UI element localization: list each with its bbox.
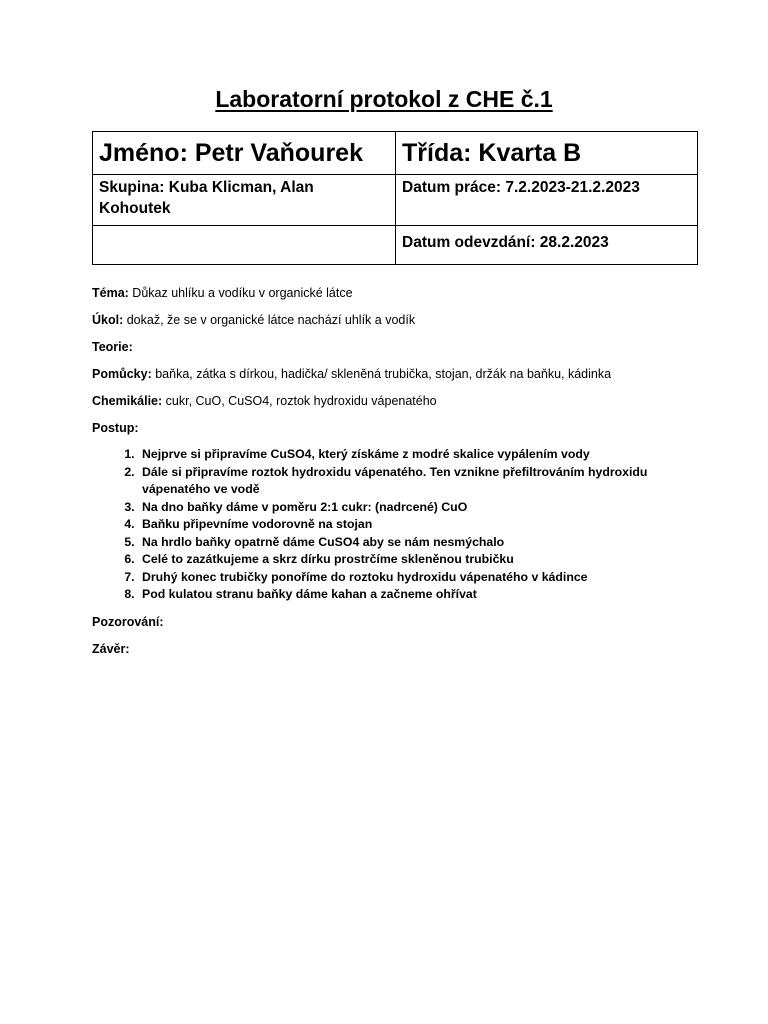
header-row-3 bbox=[93, 226, 698, 265]
tema-label: Téma: bbox=[92, 286, 129, 300]
student-name: Jméno: Petr Vaňourek bbox=[93, 132, 396, 175]
step-text: Celé to zazátkujeme a skrz dírku prostrčíme skleněnou trubičku bbox=[142, 552, 514, 566]
list-item bbox=[138, 569, 692, 587]
step-text: Baňku připevníme vodorovně na stojan bbox=[142, 517, 373, 531]
ukol-label: Úkol: bbox=[92, 313, 124, 327]
tema-line bbox=[92, 284, 692, 302]
step-text: Dále si připravíme roztok hydroxidu vápenatého. Ten vznikne přefiltrováním hydroxidu vápenatého ve vodě bbox=[142, 464, 648, 496]
pomucky-value: baňka, zátka s dírkou, hadička/ skleněná trubička, stojan, držák na baňku, kádinka bbox=[151, 367, 612, 381]
step-text: Na dno baňky dáme v poměru 2:1 cukr: (nadrcené) CuO bbox=[142, 499, 468, 514]
chemikalie-value: cukr, CuO, CuSO4, roztok hydroxidu vápenatého bbox=[162, 394, 437, 408]
student-class: Třída: Kvarta B bbox=[396, 132, 698, 175]
protocol-body bbox=[92, 284, 692, 667]
procedure-list bbox=[92, 446, 692, 604]
postup-label: Postup: bbox=[92, 421, 139, 435]
teorie-label: Teorie: bbox=[92, 340, 133, 354]
header-table bbox=[92, 131, 698, 265]
ukol-line bbox=[92, 311, 692, 329]
list-item bbox=[138, 586, 692, 604]
pozorovani-line bbox=[92, 613, 692, 631]
tema-value: Důkaz uhlíku a vodíku v organické látce bbox=[128, 286, 353, 300]
pozorovani-label: Pozorování: bbox=[92, 614, 164, 629]
postup-line bbox=[92, 419, 692, 437]
chemikalie-line bbox=[92, 392, 692, 410]
group-members: Skupina: Kuba Klicman, Alan Kohoutek bbox=[93, 175, 396, 226]
header-row-2 bbox=[93, 175, 698, 226]
list-item bbox=[138, 464, 692, 499]
header-row-1 bbox=[93, 132, 698, 175]
step-text: Na hrdlo baňky opatrně dáme CuSO4 aby se nám nesmýchalo bbox=[142, 534, 505, 549]
pomucky-label: Pomůcky: bbox=[92, 367, 152, 381]
step-text: Druhý konec trubičky ponoříme do roztoku hydroxidu vápenatého v kádince bbox=[142, 569, 588, 584]
step-text: Nejprve si připravíme CuSO4, který získáme z modré skalice vypálením vody bbox=[142, 447, 590, 461]
teorie-line bbox=[92, 338, 692, 356]
ukol-value: dokaž, že se v organické látce nachází uhlík a vodík bbox=[123, 313, 416, 327]
submit-date: Datum odevzdání: 28.2.2023 bbox=[396, 226, 698, 265]
list-item bbox=[138, 551, 692, 569]
list-item bbox=[138, 534, 692, 552]
list-item bbox=[138, 516, 692, 534]
chemikalie-label: Chemikálie: bbox=[92, 394, 163, 408]
list-item bbox=[138, 499, 692, 517]
list-item bbox=[138, 446, 692, 464]
zaver-label: Závěr: bbox=[92, 641, 130, 656]
work-date: Datum práce: 7.2.2023-21.2.2023 bbox=[396, 175, 698, 226]
step-text: Pod kulatou stranu baňky dáme kahan a začneme ohřívat bbox=[142, 587, 477, 601]
page-title: Laboratorní protokol z CHE č.1 bbox=[215, 86, 553, 112]
empty-cell bbox=[93, 226, 396, 265]
zaver-line bbox=[92, 640, 692, 658]
pomucky-line bbox=[92, 365, 692, 383]
